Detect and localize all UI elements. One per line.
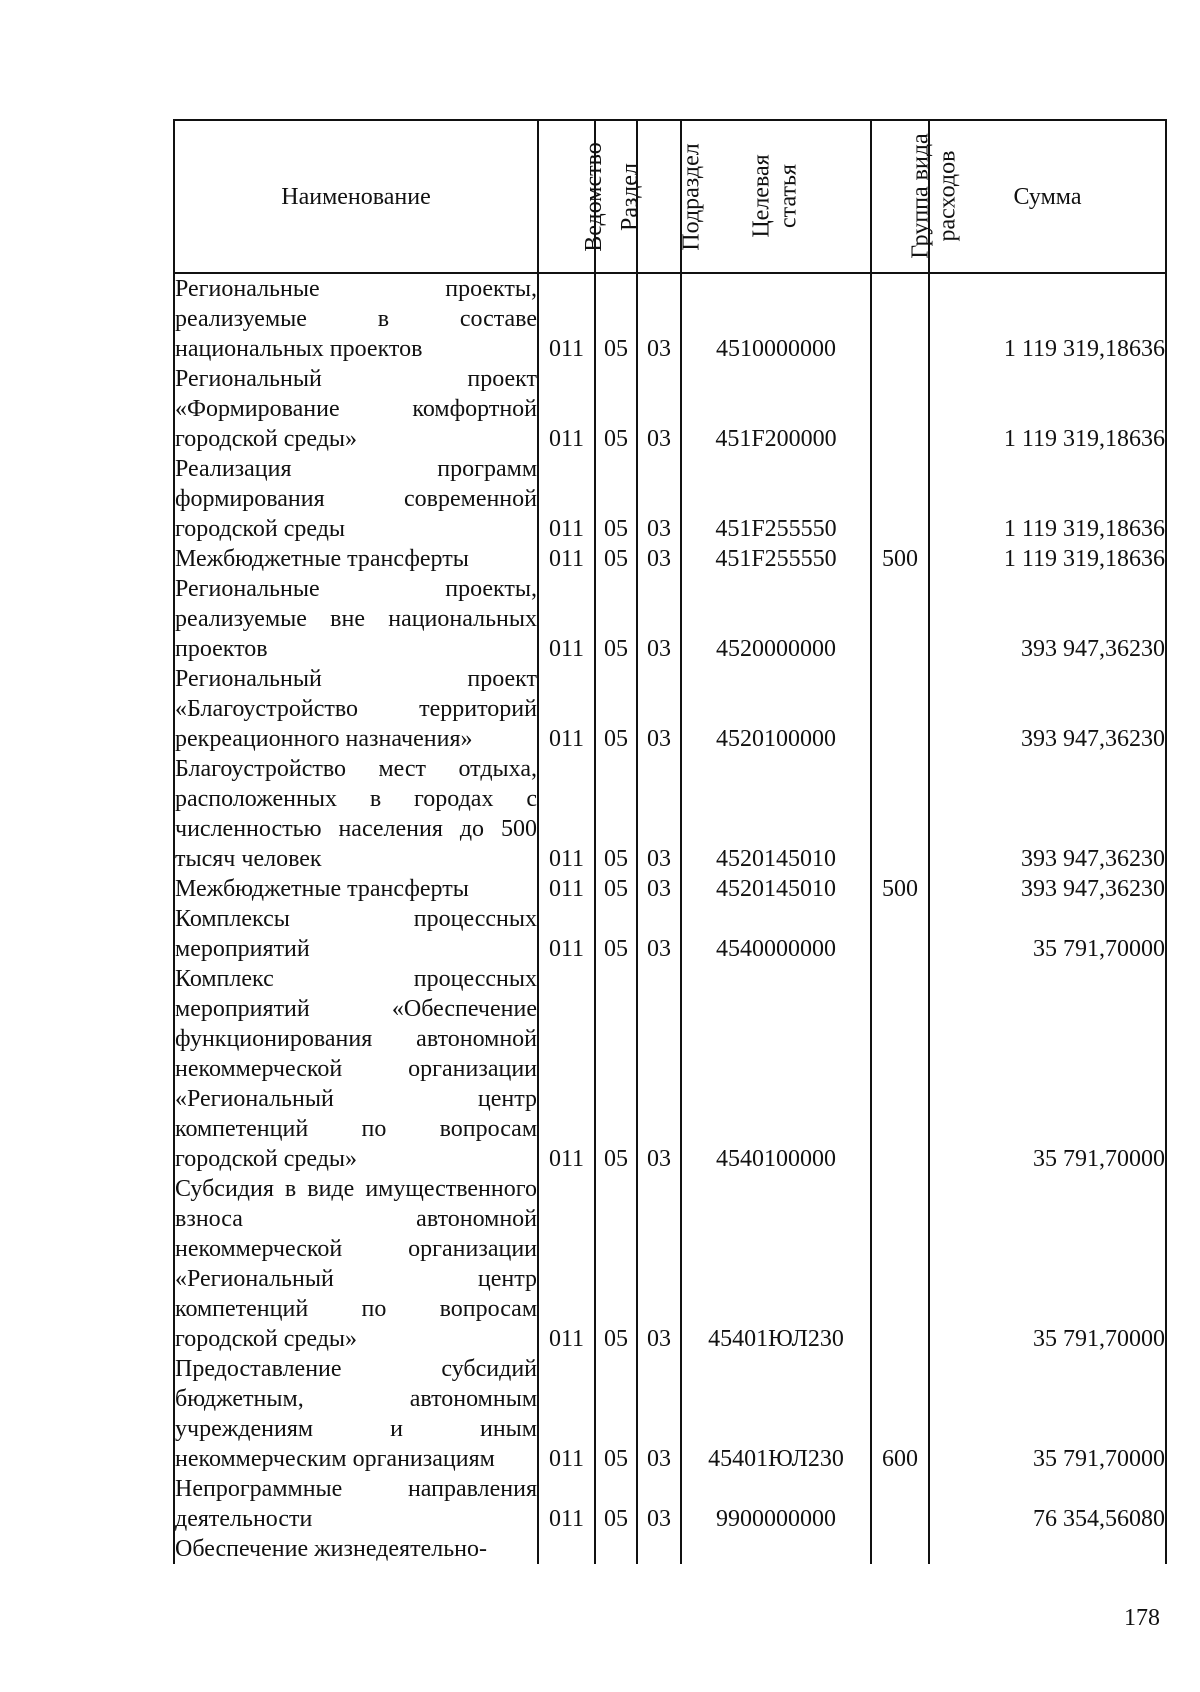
row-department: 011 bbox=[538, 364, 595, 454]
row-name: Межбюджетные трансферты bbox=[174, 544, 538, 574]
table-row bbox=[174, 664, 1166, 754]
row-amount: 393 947,36230 bbox=[929, 574, 1166, 664]
row-amount: 393 947,36230 bbox=[929, 874, 1166, 904]
row-expense-group: 500 bbox=[871, 544, 929, 574]
row-expense-group bbox=[871, 574, 929, 664]
row-department: 011 bbox=[538, 1174, 595, 1354]
header-department: Ведомство bbox=[538, 120, 595, 273]
row-expense-group: 500 bbox=[871, 874, 929, 904]
row-subsection: 03 bbox=[637, 1474, 681, 1534]
table-row bbox=[174, 574, 1166, 664]
header-name: Наименование bbox=[174, 120, 538, 273]
row-section: 05 bbox=[595, 454, 637, 544]
row-expense-group bbox=[871, 454, 929, 544]
row-name: Межбюджетные трансферты bbox=[174, 874, 538, 904]
row-target-item: 4520145010 bbox=[681, 754, 871, 874]
row-amount: 76 354,56080 bbox=[929, 1474, 1166, 1534]
row-amount: 35 791,70000 bbox=[929, 1354, 1166, 1474]
row-department: 011 bbox=[538, 664, 595, 754]
row-department: 011 bbox=[538, 1354, 595, 1474]
row-department: 011 bbox=[538, 1474, 595, 1534]
row-amount: 35 791,70000 bbox=[929, 964, 1166, 1174]
row-amount bbox=[929, 1534, 1166, 1564]
row-department: 011 bbox=[538, 544, 595, 574]
row-target-item: 4510000000 bbox=[681, 273, 871, 364]
row-expense-group bbox=[871, 1174, 929, 1354]
row-name: Комплексы процессных мероприятий bbox=[175, 906, 537, 962]
row-amount: 393 947,36230 bbox=[929, 754, 1166, 874]
row-subsection: 03 bbox=[637, 964, 681, 1174]
row-expense-group bbox=[871, 904, 929, 964]
row-name: Непрограммные направления деятельности bbox=[175, 1476, 537, 1532]
row-name: Реализация программ формирования современной городской среды bbox=[175, 456, 537, 542]
table-body bbox=[174, 273, 1166, 1564]
row-department: 011 bbox=[538, 964, 595, 1174]
row-section: 05 bbox=[595, 664, 637, 754]
row-name: Благоустройство мест отдыха, расположенных в городах с численностью населения до 500 тысяч человек bbox=[175, 756, 537, 872]
row-amount: 35 791,70000 bbox=[929, 904, 1166, 964]
row-department: 011 bbox=[538, 904, 595, 964]
row-subsection: 03 bbox=[637, 1354, 681, 1474]
row-subsection: 03 bbox=[637, 574, 681, 664]
table-header-row bbox=[174, 120, 1166, 273]
row-department: 011 bbox=[538, 273, 595, 364]
table-row bbox=[174, 364, 1166, 454]
row-target-item: 9900000000 bbox=[681, 1474, 871, 1534]
row-target-item: 4520145010 bbox=[681, 874, 871, 904]
row-expense-group bbox=[871, 364, 929, 454]
row-section: 05 bbox=[595, 544, 637, 574]
table-row bbox=[174, 1474, 1166, 1534]
row-name: Региональные проекты, реализуемые вне национальных проектов bbox=[175, 576, 537, 662]
row-amount: 1 119 319,18636 bbox=[929, 544, 1166, 574]
row-section: 05 bbox=[595, 273, 637, 364]
row-target-item: 4540100000 bbox=[681, 964, 871, 1174]
row-subsection: 03 bbox=[637, 1174, 681, 1354]
row-amount: 1 119 319,18636 bbox=[929, 454, 1166, 544]
row-department: 011 bbox=[538, 454, 595, 544]
row-target-item: 451F255550 bbox=[681, 454, 871, 544]
row-department bbox=[538, 1534, 595, 1564]
row-subsection bbox=[637, 1534, 681, 1564]
row-subsection: 03 bbox=[637, 664, 681, 754]
row-expense-group bbox=[871, 1534, 929, 1564]
row-subsection: 03 bbox=[637, 754, 681, 874]
table-row bbox=[174, 273, 1166, 364]
row-amount: 1 119 319,18636 bbox=[929, 273, 1166, 364]
row-expense-group bbox=[871, 273, 929, 364]
table-row bbox=[174, 544, 1166, 574]
page-number: 178 bbox=[1124, 1605, 1160, 1631]
row-section: 05 bbox=[595, 1474, 637, 1534]
header-target-item: Целевая статья bbox=[681, 120, 871, 273]
row-name: Региональный проект «Благоустройство территорий рекреационного назначения» bbox=[175, 666, 537, 752]
row-target-item: 4540000000 bbox=[681, 904, 871, 964]
budget-table bbox=[173, 119, 1167, 1564]
row-target-item: 451F255550 bbox=[681, 544, 871, 574]
row-subsection: 03 bbox=[637, 454, 681, 544]
row-subsection: 03 bbox=[637, 904, 681, 964]
row-department: 011 bbox=[538, 574, 595, 664]
row-subsection: 03 bbox=[637, 544, 681, 574]
row-name: Субсидия в виде имущественного взноса автономной некоммерческой организации «Региональный центр компетенций по вопросам городской среды» bbox=[175, 1176, 537, 1352]
row-section bbox=[595, 1534, 637, 1564]
table-row bbox=[174, 1354, 1166, 1474]
header-subsection: Подраздел bbox=[637, 120, 681, 273]
row-subsection: 03 bbox=[637, 364, 681, 454]
table-row bbox=[174, 964, 1166, 1174]
row-name: Обеспечение жизнедеятельно- bbox=[174, 1534, 538, 1564]
row-amount: 1 119 319,18636 bbox=[929, 364, 1166, 454]
table-row bbox=[174, 904, 1166, 964]
row-expense-group bbox=[871, 664, 929, 754]
row-section: 05 bbox=[595, 904, 637, 964]
row-name: Региональные проекты, реализуемые в составе национальных проектов bbox=[174, 273, 538, 364]
row-section: 05 bbox=[595, 364, 637, 454]
row-name: Комплекс процессных мероприятий «Обеспечение функционирования автономной некоммерческой организации «Региональный центр компетенций по вопросам городской среды» bbox=[175, 966, 537, 1172]
row-name: Предоставление субсидий бюджетным, автономным учреждениям и иным некоммерческим организациям bbox=[175, 1356, 537, 1472]
header-expense-group: Группа вида расходов bbox=[871, 120, 929, 273]
table-row bbox=[174, 874, 1166, 904]
row-department: 011 bbox=[538, 754, 595, 874]
row-amount: 35 791,70000 bbox=[929, 1174, 1166, 1354]
row-target-item bbox=[681, 1534, 871, 1564]
row-section: 05 bbox=[595, 1354, 637, 1474]
row-target-item: 4520000000 bbox=[681, 574, 871, 664]
row-target-item: 4520100000 bbox=[681, 664, 871, 754]
row-target-item: 45401ЮЛ230 bbox=[681, 1174, 871, 1354]
row-expense-group bbox=[871, 964, 929, 1174]
row-target-item: 45401ЮЛ230 bbox=[681, 1354, 871, 1474]
row-name: Региональный проект «Формирование комфортной городской среды» bbox=[175, 366, 537, 452]
row-subsection: 03 bbox=[637, 273, 681, 364]
table-row bbox=[174, 1174, 1166, 1354]
row-department: 011 bbox=[538, 874, 595, 904]
row-section: 05 bbox=[595, 964, 637, 1174]
row-section: 05 bbox=[595, 1174, 637, 1354]
row-section: 05 bbox=[595, 574, 637, 664]
row-target-item: 451F200000 bbox=[681, 364, 871, 454]
row-expense-group bbox=[871, 754, 929, 874]
row-subsection: 03 bbox=[637, 874, 681, 904]
row-amount: 393 947,36230 bbox=[929, 664, 1166, 754]
table-row bbox=[174, 1534, 1166, 1564]
table-row bbox=[174, 754, 1166, 874]
header-section: Раздел bbox=[595, 120, 637, 273]
row-expense-group bbox=[871, 1474, 929, 1534]
row-expense-group: 600 bbox=[871, 1354, 929, 1474]
row-section: 05 bbox=[595, 754, 637, 874]
row-section: 05 bbox=[595, 874, 637, 904]
table-row bbox=[174, 454, 1166, 544]
header-amount: Сумма bbox=[929, 120, 1166, 273]
